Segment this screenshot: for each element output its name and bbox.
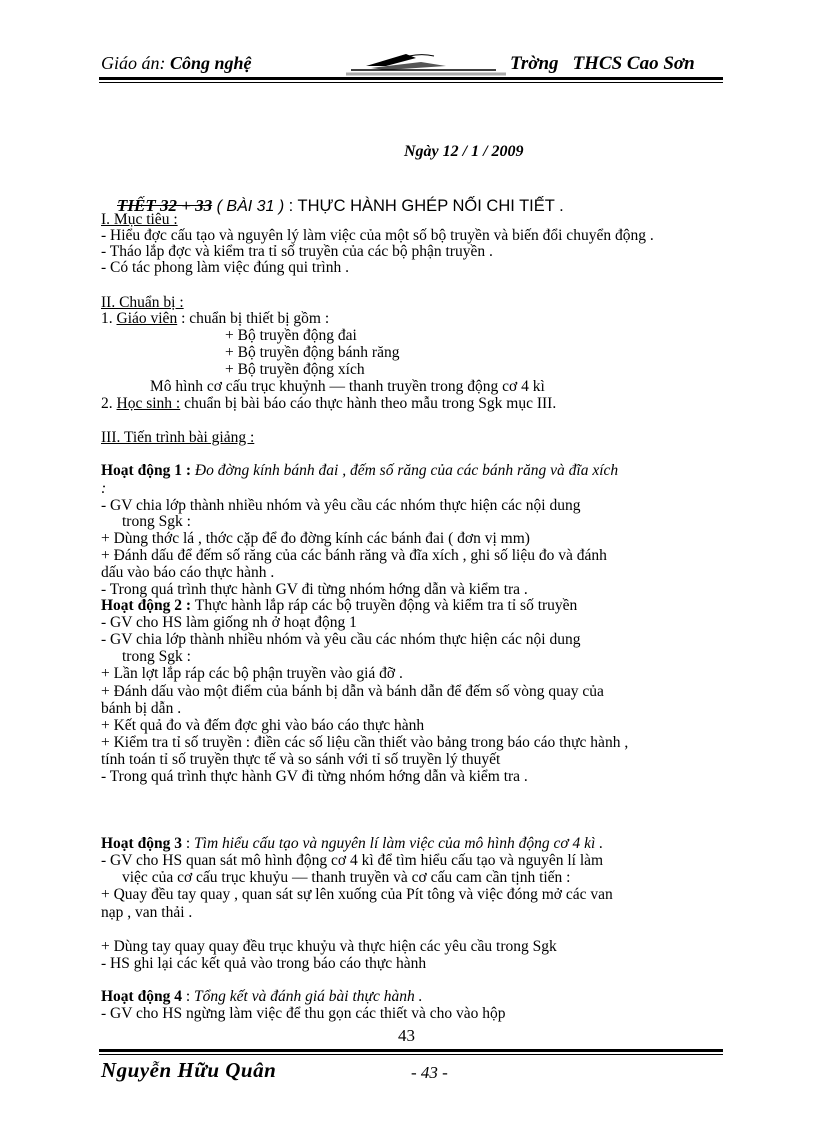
prep-item-belt: + Bộ truyền động đai: [225, 327, 357, 344]
activity-4-heading: [101, 989, 422, 1005]
activity-3-line-2: việc của cơ cấu trục khuỷu — thanh truyền và cơ cấu cam cần tịnh tiến :: [122, 869, 571, 886]
activity-2-line-4: + Lần lợt lắp ráp các bộ phận truyền vào giá đỡ .: [101, 665, 403, 682]
activity-1-label: Hoạt động 1 :: [101, 462, 195, 479]
title-lesson: ( BÀI 31 ): [212, 198, 289, 215]
prep-item-model: Mô hình cơ cấu trục khuỷnh — thanh truyền trong động cơ 4 kì: [150, 378, 545, 395]
header-subject: [101, 53, 252, 74]
activity-1-line-4: + Đánh dấu để đếm số răng của các bánh răng và đĩa xích , ghi số liệu đo và đánh: [101, 547, 607, 564]
header-rule: [99, 77, 723, 80]
activity-2-line-6: bánh bị dẫn .: [101, 700, 182, 717]
header-school-a: Trờng: [510, 53, 559, 74]
footer-rule: [99, 1049, 723, 1052]
activity-2-line-1: - GV cho HS làm giống nh ở hoạt động 1: [101, 614, 357, 631]
header-school-b: THCS Cao Sơn: [572, 53, 695, 74]
activity-2-line-9: tính toán tỉ số truyền thực tế và so sánh với tỉ số truyền lý thuyết: [101, 751, 501, 768]
prep-student-num: 2.: [101, 395, 117, 412]
section-objectives-heading: I. Mục tiêu :: [101, 211, 178, 228]
prep-teacher-line: [101, 311, 329, 327]
page-number: 43: [398, 1026, 415, 1045]
activity-2-line-2: - GV chia lớp thành nhiều nhóm và yêu cầu các nhóm thực hiện các nội dung: [101, 631, 581, 648]
prep-teacher-num: 1.: [101, 310, 117, 327]
activity-3-line-4: nạp , van thải .: [101, 904, 193, 921]
activity-2-line-10: - Trong quá trình thực hành GV đi từng nhóm hớng dẫn và kiểm tra .: [101, 768, 528, 785]
prep-student-label: Học sinh :: [116, 395, 181, 412]
prep-student-line: [101, 396, 556, 412]
activity-1-colon: :: [101, 480, 107, 497]
activity-2-title: Thực hành lắp ráp các bộ truyền động và kiểm tra tỉ số truyền: [194, 597, 578, 614]
activity-4-title: Tổng kết và đánh giá bài thực hành .: [194, 988, 423, 1005]
title-period: TIẾT 32 + 33: [117, 196, 213, 215]
activity-1-line-3: + Dùng thớc lá , thớc cặp để đo đờng kính các bánh đai ( đơn vị mm): [101, 530, 530, 547]
footer-rule-thin: [99, 1054, 723, 1055]
prep-item-chain: + Bộ truyền động xích: [225, 361, 365, 378]
lesson-title: [117, 196, 564, 216]
prep-item-gear: + Bộ truyền động bánh răng: [225, 344, 400, 361]
footer-author: Nguyễn Hữu Quân: [101, 1058, 277, 1082]
activity-1-heading: [101, 463, 618, 479]
activity-3-line-6: - HS ghi lại các kết quả vào trong báo cáo thực hành: [101, 955, 427, 972]
activity-2-line-7: + Kết quả đo và đếm đợc ghi vào báo cáo thực hành: [101, 717, 425, 734]
objective-line-3: - Có tác phong làm việc đúng qui trình .: [101, 259, 349, 276]
activity-1-line-1: - GV chia lớp thành nhiều nhóm và yêu cầu các nhóm thực hiện các nội dung: [101, 497, 581, 514]
activity-1-title: Đo đờng kính bánh đai , đếm số răng của các bánh răng và đĩa xích: [194, 462, 619, 479]
activity-2-line-5: + Đánh dấu vào một điểm của bánh bị dẫn và bánh dẫn để đếm số vòng quay của: [101, 683, 604, 700]
activity-2-heading: [101, 598, 577, 614]
activity-2-line-8: + Kiểm tra tỉ số truyền : điền các số liệu cần thiết vào bảng trong báo cáo thực hành ,: [101, 734, 629, 751]
activity-3-line-5: + Dùng tay quay quay đều trục khuỷu và thực hiện các yêu cầu trong Sgk: [101, 938, 557, 955]
activity-1-line-5: dấu vào báo cáo thực hành .: [101, 564, 275, 581]
section-preparation-heading: II. Chuẩn bị :: [101, 294, 184, 311]
activity-3-line-1: - GV cho HS quan sát mô hình động cơ 4 kì để tìm hiểu cấu tạo và nguyên lí làm: [101, 852, 604, 869]
activity-2-line-3: trong Sgk :: [122, 648, 191, 665]
activity-1-line-6: - Trong quá trình thực hành GV đi từng nhóm hớng dẫn và kiểm tra .: [101, 581, 528, 598]
title-main: : THỰC HÀNH GHÉP NỐI CHI TIẾT .: [288, 197, 564, 215]
activity-4-colon: :: [185, 988, 195, 1005]
prep-teacher-text: : chuẩn bị thiết bị gồm :: [177, 310, 330, 327]
quill-logo-icon: [346, 48, 506, 76]
activity-2-label: Hoạt động 2 :: [101, 597, 195, 614]
header-subject-name: Công nghệ: [170, 53, 252, 73]
activity-3-title: Tìm hiểu cấu tạo và nguyên lí làm việc của mô hình động cơ 4 kì .: [194, 835, 604, 852]
activity-1-line-2: trong Sgk :: [122, 513, 191, 530]
header-rule-thin: [99, 82, 723, 83]
footer-page: - 43 -: [411, 1063, 448, 1082]
objective-line-2: - Tháo lắp đợc và kiểm tra tỉ số truyền của các bộ phận truyền .: [101, 243, 493, 260]
activity-3-heading: [101, 836, 603, 852]
activity-4-label: Hoạt động 4: [101, 988, 186, 1005]
prep-student-text: chuẩn bị bài báo cáo thực hành theo mẫu trong Sgk mục III.: [180, 395, 557, 412]
header-school: [510, 53, 695, 75]
activity-3-label: Hoạt động 3: [101, 835, 186, 852]
header-colon: :: [159, 53, 166, 73]
activity-3-line-3: + Quay đều tay quay , quan sát sự lên xuống của Pít tông và việc đóng mở các van: [101, 886, 613, 903]
activity-4-line-1: - GV cho HS ngừng làm việc để thu gọn các thiết và cho vào hộp: [101, 1005, 506, 1022]
objective-line-1: - Hiểu đợc cấu tạo và nguyên lý làm việc của một số bộ truyền và biến đổi chuyển động .: [101, 227, 654, 244]
lesson-date: Ngày 12 / 1 / 2009: [404, 143, 524, 160]
activity-3-colon: :: [185, 835, 195, 852]
header-prefix: Giáo án: [101, 53, 160, 73]
prep-teacher-label: Giáo viên: [116, 310, 178, 327]
section-progress-heading: III. Tiến trình bài giảng :: [101, 429, 255, 446]
